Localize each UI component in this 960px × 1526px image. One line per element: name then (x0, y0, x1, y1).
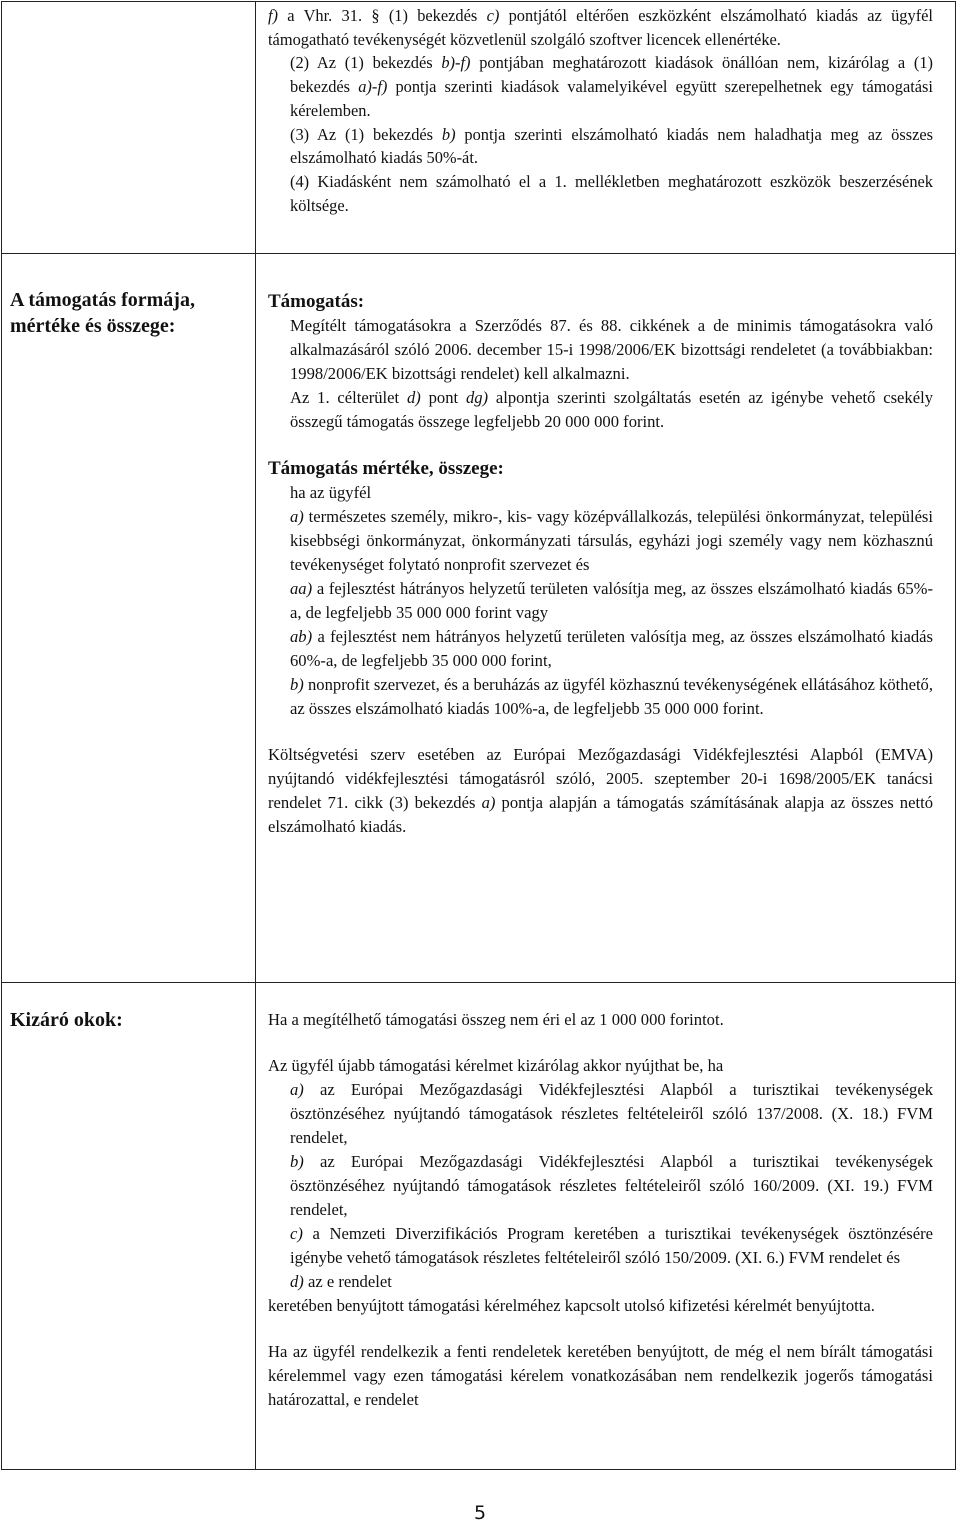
document-table (1, 1, 956, 1470)
row1-content-cell (256, 2, 956, 254)
list-item-c: c) a Nemzeti Diverzifikációs Program keretében a turisztikai tevékenységek ösztönzésére igénybe vehető támogatások részletes feltételeiről szóló 150/2009. (XI. 6.) FVM rendelet és (290, 1224, 933, 1267)
paragraph-software: f) a Vhr. 31. § (1) bekezdés c) pontjától eltérően eszközként elszámolható kiadás az ügyfél támogatható tevékenységét közvetlenül szolgáló szoftver licencek ellenértéke. (268, 6, 933, 49)
list-item-aa: aa) a fejlesztést hátrányos helyzetű területen valósítja meg, az összes elszámolható kiadás 65%-a, de legfeljebb 35 000 000 forint vagy (290, 579, 933, 622)
paragraph-intro: ha az ügyfél (290, 483, 372, 502)
row2-label-cell (2, 254, 256, 983)
heading-support: Támogatás: (268, 291, 365, 312)
paragraph-budget-body: Költségvetési szerv esetében az Európai Mezőgazdasági Vidékfejlesztési Alapból (EMVA) nyújtandó vidékfejlesztési támogatásról szóló, 2005. szeptember 20-i 1698/2005/EK tanácsi rendelet 71. cikk (3) bekezdés a) pontja alapján a támogatás számításának alapja az összes nettó elszámolható kiadás. (268, 745, 933, 836)
page-number: 5 (473, 1502, 487, 1524)
table-row (2, 983, 956, 1470)
list-item-ab: ab) a fejlesztést nem hátrányos helyzetű területen valósítja meg, az összes elszámolható kiadás 60%-a, de legfeljebb 35 000 000 forint, (290, 627, 933, 670)
table-row (2, 2, 956, 254)
section-label-support-form: A támogatás formája, mértéke és összege: (10, 289, 195, 337)
paragraph-de-minimis: Megítélt támogatásokra a Szerződés 87. és 88. cikkének a de minimis támogatásokra való alkalmazásáról szóló 2006. december 15-i 1998/2006/EK bizottsági rendeletet (a továbbiakban: 1998/2006/EK bizottsági rendelet) kell alkalmazni. (290, 316, 933, 383)
list-item-d: d) az e rendelet (290, 1272, 392, 1291)
paragraph-after-list: keretében benyújtott támogatási kérelméhez kapcsolt utolsó kifizetési kérelmét benyújtotta. (268, 1296, 875, 1315)
paragraph-pending-application: Ha az ügyfél rendelkezik a fenti rendeletek keretében benyújtott, de még el nem bírált támogatási kérelemmel vagy ezen támogatási kérelem vonatkozásában nem rendelkezik jogerős támogatási határozattal, e rendelet (268, 1342, 933, 1409)
row3-label-cell (2, 983, 256, 1470)
heading-support-rate: Támogatás mértéke, összege: (268, 458, 504, 479)
paragraph-minimum-amount: Ha a megítélhető támogatási összeg nem éri el az 1 000 000 forintot. (268, 1010, 724, 1029)
paragraph-2: (2) Az (1) bekezdés b)-f) pontjában meghatározott kiadások önállóan nem, kizárólag a (1) bekezdés a)-f) pontja szerinti kiadások valamelyikével együtt szerepelhetnek egy támogatási kérelemben. (290, 53, 933, 120)
row3-content-cell (256, 983, 956, 1470)
row2-content-cell (256, 254, 956, 983)
list-item-a: a) természetes személy, mikro-, kis- vagy középvállalkozás, települési önkormányzat, települési kisebbségi önkormányzat, önkormányzati társulás, egyházi jogi személy vagy nem közhasznú tevékenységet folytató nonprofit szervezet és (290, 507, 933, 574)
list-item-b: b) nonprofit szervezet, és a beruházás az ügyfél közhasznú tevékenységének ellátásához köthető, az összes elszámolható kiadás 100%-a, de legfeljebb 35 000 000 forint. (290, 675, 933, 718)
paragraph-4: (4) Kiadásként nem számolható el a 1. mellékletben meghatározott eszközök beszerzésének költsége. (290, 171, 933, 215)
row1-label-cell (2, 2, 256, 254)
section-label-exclusions: Kizáró okok: (10, 1009, 123, 1031)
paragraph-new-application: Az ügyfél újabb támogatási kérelmet kizárólag akkor nyújthat be, ha (268, 1056, 724, 1075)
table-row (2, 254, 956, 983)
list-item-a: a) az Európai Mezőgazdasági Vidékfejlesztési Alapból a turisztikai tevékenységek ösztönzéséhez nyújtandó támogatások részletes feltételeiről szóló 137/2008. (X. 18.) FVM rendelet, (290, 1080, 933, 1147)
paragraph-target-area: Az 1. célterület d) pont dg) alpontja szerinti szolgáltatás esetén az igénybe vehető csekély összegű támogatás összege legfeljebb 20 000 000 forint. (290, 388, 933, 431)
list-item-b: b) az Európai Mezőgazdasági Vidékfejlesztési Alapból a turisztikai tevékenységek ösztönzéséhez nyújtandó támogatások részletes feltételeiről szóló 160/2009. (XI. 19.) FVM rendelet, (290, 1152, 933, 1219)
paragraph-3: (3) Az (1) bekezdés b) pontja szerinti elszámolható kiadás nem haladhatja meg az összes elszámolható kiadás 50%-át. (290, 124, 934, 168)
